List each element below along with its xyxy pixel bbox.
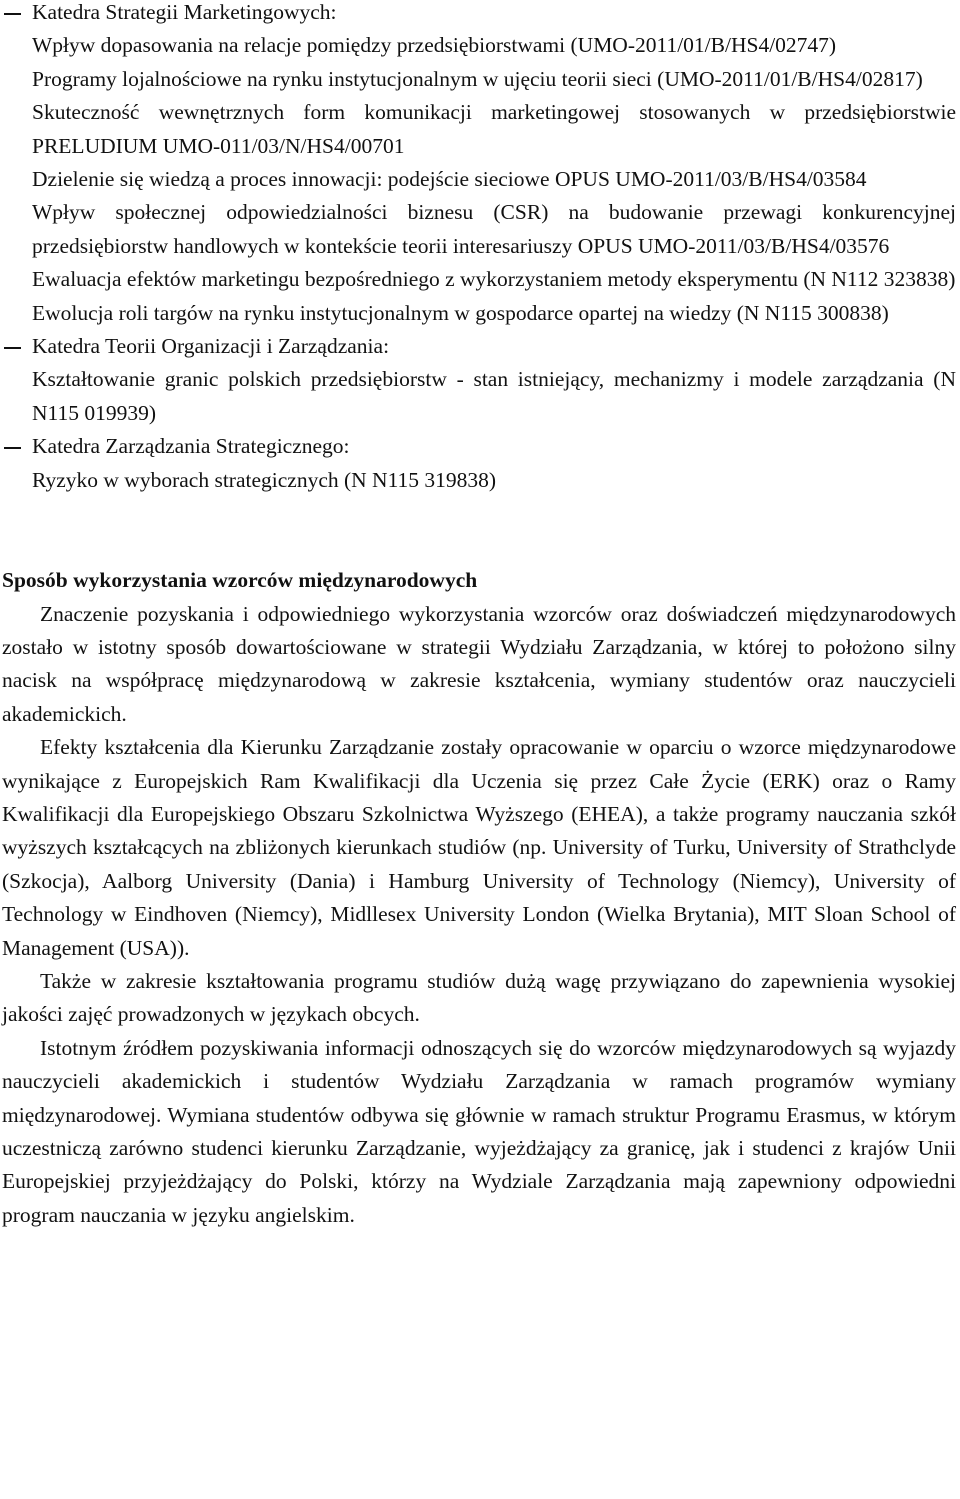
department-item — [2, 430, 956, 463]
department-name: Katedra Teorii Organizacji i Zarządzania: — [32, 334, 390, 359]
body-paragraph: Znaczenie pozyskania i odpowiedniego wykorzystania wzorców oraz doświadczeń międzynarodowych zostało w istotny sposób dowartościowane w strategii Wydziału Zarządzania, w której to położono silny nacisk na współpracę międzynarodową w zakresie kształcenia, wymiany studentów oraz nauczycieli akademickich. — [2, 601, 956, 726]
section-heading: Sposób wykorzystania wzorców międzynarodowych — [2, 568, 478, 593]
project-item: Ewaluacja efektów marketingu bezpośredniego z wykorzystaniem metody eksperymentu (N N112 323838) — [32, 267, 956, 292]
department-name: Katedra Zarządzania Strategicznego: — [32, 434, 350, 459]
project-item: Kształtowanie granic polskich przedsiębiorstw - stan istniejący, mechanizmy i modele zarządzania (N N115 019939) — [32, 367, 956, 425]
body-paragraph: Istotnym źródłem pozyskiwania informacji odnoszących się do wzorców międzynarodowych są wyjazdy nauczycieli akademickich i studentów Wydziału Zarządzania w ramach programów wymiany międzynarodowej. Wymiana studentów odbywa się głównie w ramach struktur Programu Erasmus, w którym uczestniczą zarówno studenci kierunku Zarządzanie, wyjeżdżający za granicę, jak i studenci z krajów Unii Europejskiej przyjeżdżający do Polski, którzy na Wydziale Zarządzania mają zapewniony odpowiedni program nauczania w języku angielskim. — [2, 1035, 956, 1227]
body-paragraph: Efekty kształcenia dla Kierunku Zarządzanie zostały opracowanie w oparciu o wzorce międzynarodowe wynikające z Europejskich Ram Kwalifikacji dla Uczenia się przez Całe Życie (ERK) oraz o Ramy Kwalifikacji dla Europejskiego Obszaru Szkolnictwa Wyższego (EHEA), a także programy nauczania szkół wyższych kształcących na zbliżonych kierunkach studiów (np. University of Turku, University of Strathclyde (Szkocja), Aalborg University (Dania) i Hamburg University of Technology (Niemcy), University of Technology w Eindhoven (Niemcy), Midllesex University London (Wielka Brytania), MIT Sloan School of Management (USA)). — [2, 735, 956, 960]
project-item: Dzielenie się wiedzą a proces innowacji: podejście sieciowe OPUS UMO-2011/03/B/HS4/03584 — [32, 167, 867, 192]
department-list — [2, 0, 956, 497]
project-item: Wpływ dopasowania na relacje pomiędzy przedsiębiorstwami (UMO-2011/01/B/HS4/02747) — [32, 33, 837, 58]
project-item: Programy lojalnościowe na rynku instytucjonalnym w ujęciu teorii sieci (UMO-2011/01/B/HS4/02817) — [32, 66, 923, 91]
project-item: Wpływ społecznej odpowiedzialności biznesu (CSR) na budowanie przewagi konkurencyjnej przedsiębiorstw handlowych w kontekście teorii interesariuszy OPUS UMO-2011/03/B/HS4/03576 — [32, 200, 956, 258]
department-item — [2, 0, 956, 29]
project-item: Ryzyko w wyborach strategicznych (N N115 319838) — [32, 467, 497, 492]
body-paragraph: Także w zakresie kształtowania programu studiów dużą wagę przywiązano do zapewnienia wysokiej jakości zajęć prowadzonych w językach obcych. — [2, 968, 956, 1027]
department-item — [2, 330, 956, 363]
project-item: Skuteczność wewnętrznych form komunikacji marketingowej stosowanych w przedsiębiorstwie PRELUDIUM UMO-011/03/N/HS4/00701 — [32, 100, 956, 158]
project-item: Ewolucja roli targów na rynku instytucjonalnym w gospodarce opartej na wiedzy (N N115 300838) — [32, 300, 889, 325]
department-name: Katedra Strategii Marketingowych: — [32, 0, 337, 24]
